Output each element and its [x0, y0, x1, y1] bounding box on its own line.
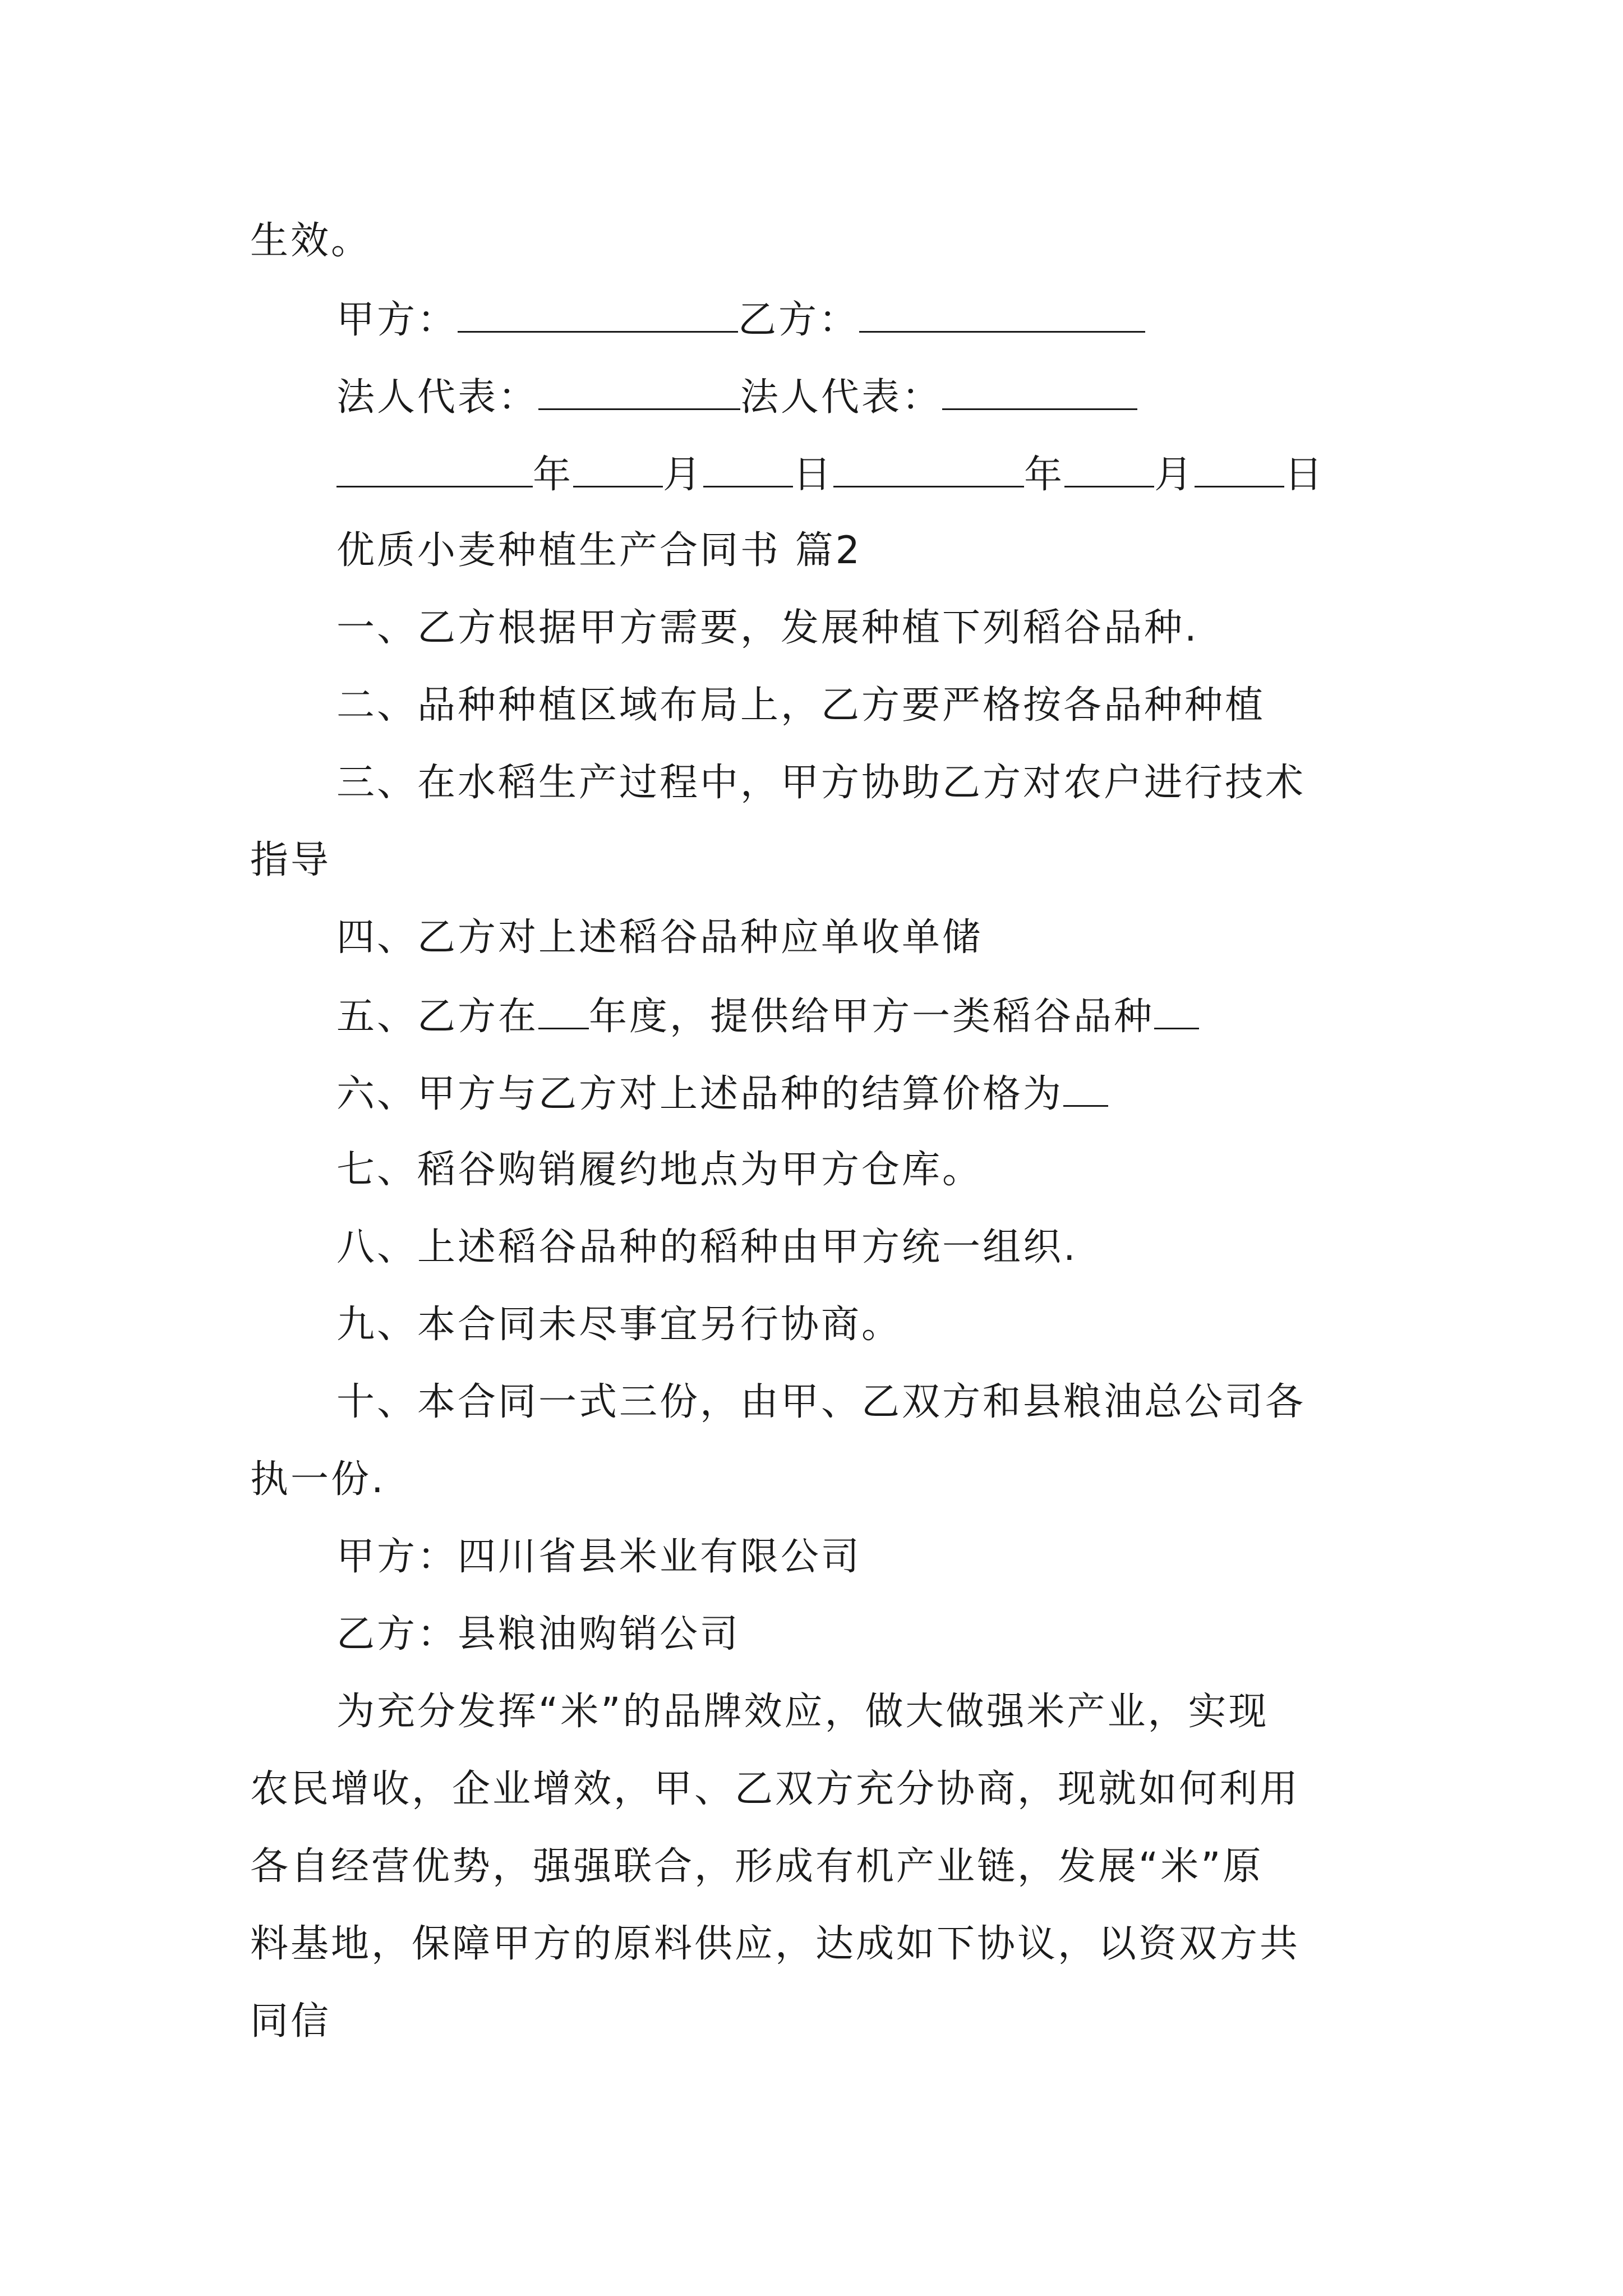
year-b-label: 年 — [1024, 453, 1065, 497]
rep-b-blank — [942, 374, 1137, 410]
clause-2: 二、品种种植区域布局上，乙方要严格按各品种种植 — [336, 683, 1266, 728]
month-b-label: 月 — [1154, 453, 1195, 497]
rep-a-blank — [538, 374, 740, 410]
clause-1: 一、乙方根据甲方需要，发展种植下列稻谷品种. — [336, 606, 1199, 650]
party-b-label: 乙方： — [738, 298, 860, 342]
year-a-label: 年 — [533, 453, 574, 497]
clause-3: 三、在水稻生产过程中，甲方协助乙方对农户进行技术 — [336, 761, 1306, 805]
paragraph-line-5: 同信 — [250, 1999, 331, 2044]
section-heading: 优质小麦种植生产合同书 篇2 — [336, 528, 862, 573]
paragraph-line-3: 各自经营优势，强强联合，形成有机产业链，发展“米”原 — [250, 1844, 1264, 1889]
signature-row-parties — [336, 296, 1145, 343]
paragraph-line-2: 农民增收，企业增效，甲、乙双方充分协商，现就如何利用 — [250, 1767, 1301, 1811]
rep-b-label: 法人代表： — [740, 375, 943, 420]
clause-5 — [336, 993, 1199, 1039]
clause-3-cont: 指导 — [250, 838, 331, 882]
clause-5-part-a: 五、乙方在 — [336, 995, 539, 1039]
clause-5-year-blank — [538, 993, 589, 1029]
month-b-blank — [1064, 451, 1154, 487]
day-b-blank — [1195, 451, 1284, 487]
month-a-blank — [573, 451, 663, 487]
party-a-blank — [458, 296, 738, 333]
clause-8: 八、上述稻谷品种的稻种由甲方统一组织. — [336, 1225, 1078, 1269]
clause-10: 十、本合同一式三份，由甲、乙双方和县粮油总公司各 — [336, 1380, 1306, 1424]
day-a-label: 日 — [793, 453, 834, 497]
paragraph-line-4: 料基地，保障甲方的原料供应，达成如下协议，以资双方共 — [250, 1922, 1301, 1966]
year-b-blank — [833, 451, 1024, 487]
signature-row-representatives — [336, 374, 1137, 420]
paragraph-line-1: 为充分发挥“米”的品牌效应，做大做强米产业，实现 — [336, 1690, 1269, 1734]
clause-4: 四、乙方对上述稻谷品种应单收单储 — [336, 915, 983, 960]
clause-7: 七、稻谷购销履约地点为甲方仓库。 — [336, 1148, 983, 1192]
signature-row-dates — [336, 451, 1325, 498]
clause-6-price-blank — [1063, 1070, 1108, 1107]
month-a-label: 月 — [663, 453, 704, 497]
day-b-label: 日 — [1284, 453, 1325, 497]
party-a-line: 甲方：四川省县米业有限公司 — [336, 1535, 862, 1579]
party-b-line: 乙方：县粮油购销公司 — [336, 1612, 741, 1657]
year-a-blank — [336, 451, 533, 487]
clause-5-part-b: 年度，提供给甲方一类稻谷品种 — [589, 995, 1155, 1039]
party-b-blank — [859, 296, 1145, 333]
day-a-blank — [703, 451, 793, 487]
text-line: 生效。 — [250, 219, 372, 263]
clause-6-text: 六、甲方与乙方对上述品种的结算价格为 — [336, 1072, 1064, 1116]
clause-6 — [336, 1070, 1108, 1117]
clause-9: 九、本合同未尽事宜另行协商。 — [336, 1303, 902, 1347]
clause-10-cont: 执一份. — [250, 1457, 386, 1502]
clause-5-variety-blank — [1154, 993, 1199, 1029]
party-a-label: 甲方： — [336, 298, 458, 342]
rep-a-label: 法人代表： — [336, 375, 539, 420]
